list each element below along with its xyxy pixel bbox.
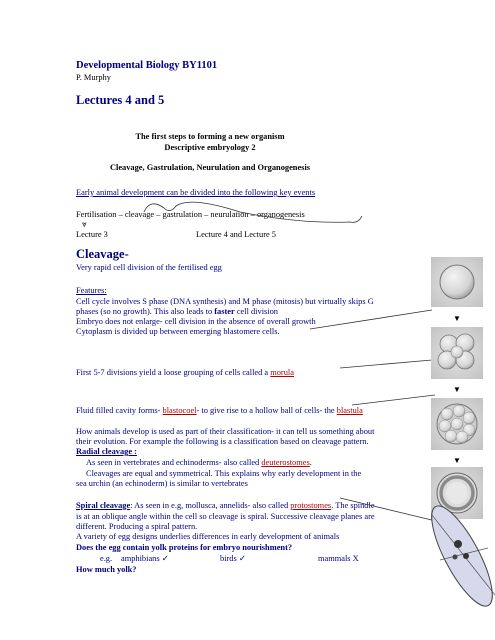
subtitle-topics: Cleavage, Gastrulation, Neurulation and Organogenesis [109,163,311,172]
classification-2: their evolution. For example the following is a classification based on cleavage pattern. [76,437,369,446]
spiral-1-end: . The spindle [331,501,375,510]
connector-line-blastula [352,395,435,405]
blastula-term: blastula [336,406,363,415]
spiral-1-text: : As seen in e.g, mollusca, annelids- also called [130,501,291,510]
classification-1: How animals develop is used as part of their classification- it can tell us something about [76,427,375,436]
subtitle-line-2: Descriptive embryology 2 [164,143,256,152]
deuterostomes-term: deuterostomes [261,458,310,467]
how-much-yolk: How much yolk? [76,565,137,574]
eg-label: e.g. [100,554,113,563]
radial-1-end: . [309,458,312,467]
radial-2: Cleavages are equal and symmetrical. This explains why early development in the [86,469,362,478]
stage-sequence: Fertilisation – cleavage – gastrulation – neurulation – organogenesis [76,210,305,219]
feature-2: Embryo does not enlarge- cell division in the absence of overall growth [76,317,316,326]
connector-line-spiral [340,498,440,522]
document-title: Developmental Biology BY1101 [76,60,218,71]
morula-text: First 5-7 divisions yield a loose grouping of cells called a [76,368,271,377]
spiral-heading: Spiral cleavage [76,501,131,510]
connector-line-morula [340,360,432,368]
birds-item: birds ✓ [220,554,246,563]
radial-heading: Radial cleavage : [76,447,137,456]
blastula-text: Fluid filled cavity forms- [76,406,163,415]
radial-1-text: As seen in vertebrates and echinoderms- also called [86,458,262,467]
feature-1a: Cell cycle involves S phase (DNA synthesis) and M phase (mitosis) but virtually skips G [76,297,374,306]
author: P. Murphy [76,73,111,82]
feature-1b-end: cell division [234,307,278,316]
arrow-down-icon-1: ▼ [453,314,461,323]
arrow-down-icon-2: ▼ [453,385,461,394]
lecture-3-label: Lecture 3 [76,230,108,239]
feature-1b-text: phases (so no growth). This also leads to [76,307,215,316]
morula-image [431,398,483,450]
spiral-2: is at an oblique angle within the cell so cleavage is spiral. Successive cleavage planes are [76,512,375,521]
protostomes-term: protostomes [290,501,332,510]
mammals-item: mammals X [318,554,359,563]
subtitle-line-1: The first steps to forming a new organism [135,132,285,141]
feature-3: Cytoplasm is divided up between emerging blastomere cells. [76,327,280,336]
cleavage-heading: Cleavage- [76,247,129,261]
blastula-mid-text: - to give rise to a hollow ball of cells- the [196,406,337,415]
intro-text: Early animal development can be divided into the following key events [76,188,316,197]
lectures-heading: Lectures 4 and 5 [76,93,165,107]
morula-term: morula [270,368,294,377]
lecture-4-5-label: Lecture 4 and Lecture 5 [196,230,276,239]
features-label: Features: [76,286,107,295]
eight-cell-image [431,327,483,379]
down-arrow-icon: ⩔ [82,220,87,229]
spiral-3: different. Producing a spiral pattern. [76,522,198,531]
feature-1b-bold: faster [214,307,235,316]
blastocoel-term: blastocoel [162,406,197,415]
variety-line: A variety of egg designs underlies differences in early development of animals [76,532,340,541]
arrow-down-icon-3: ▼ [453,456,461,465]
cleavage-definition: Very rapid cell division of the fertilised egg [76,263,222,272]
radial-3: sea urchin (an echinoderm) is similar to vertebrates [76,479,248,488]
amphibians-item: amphibians ✓ [121,554,169,563]
egg-image [431,257,483,307]
connector-curve [144,202,362,222]
yolk-question: Does the egg contain yolk proteins for embryo nourishment? [76,543,293,552]
connector-line-features [310,310,432,329]
